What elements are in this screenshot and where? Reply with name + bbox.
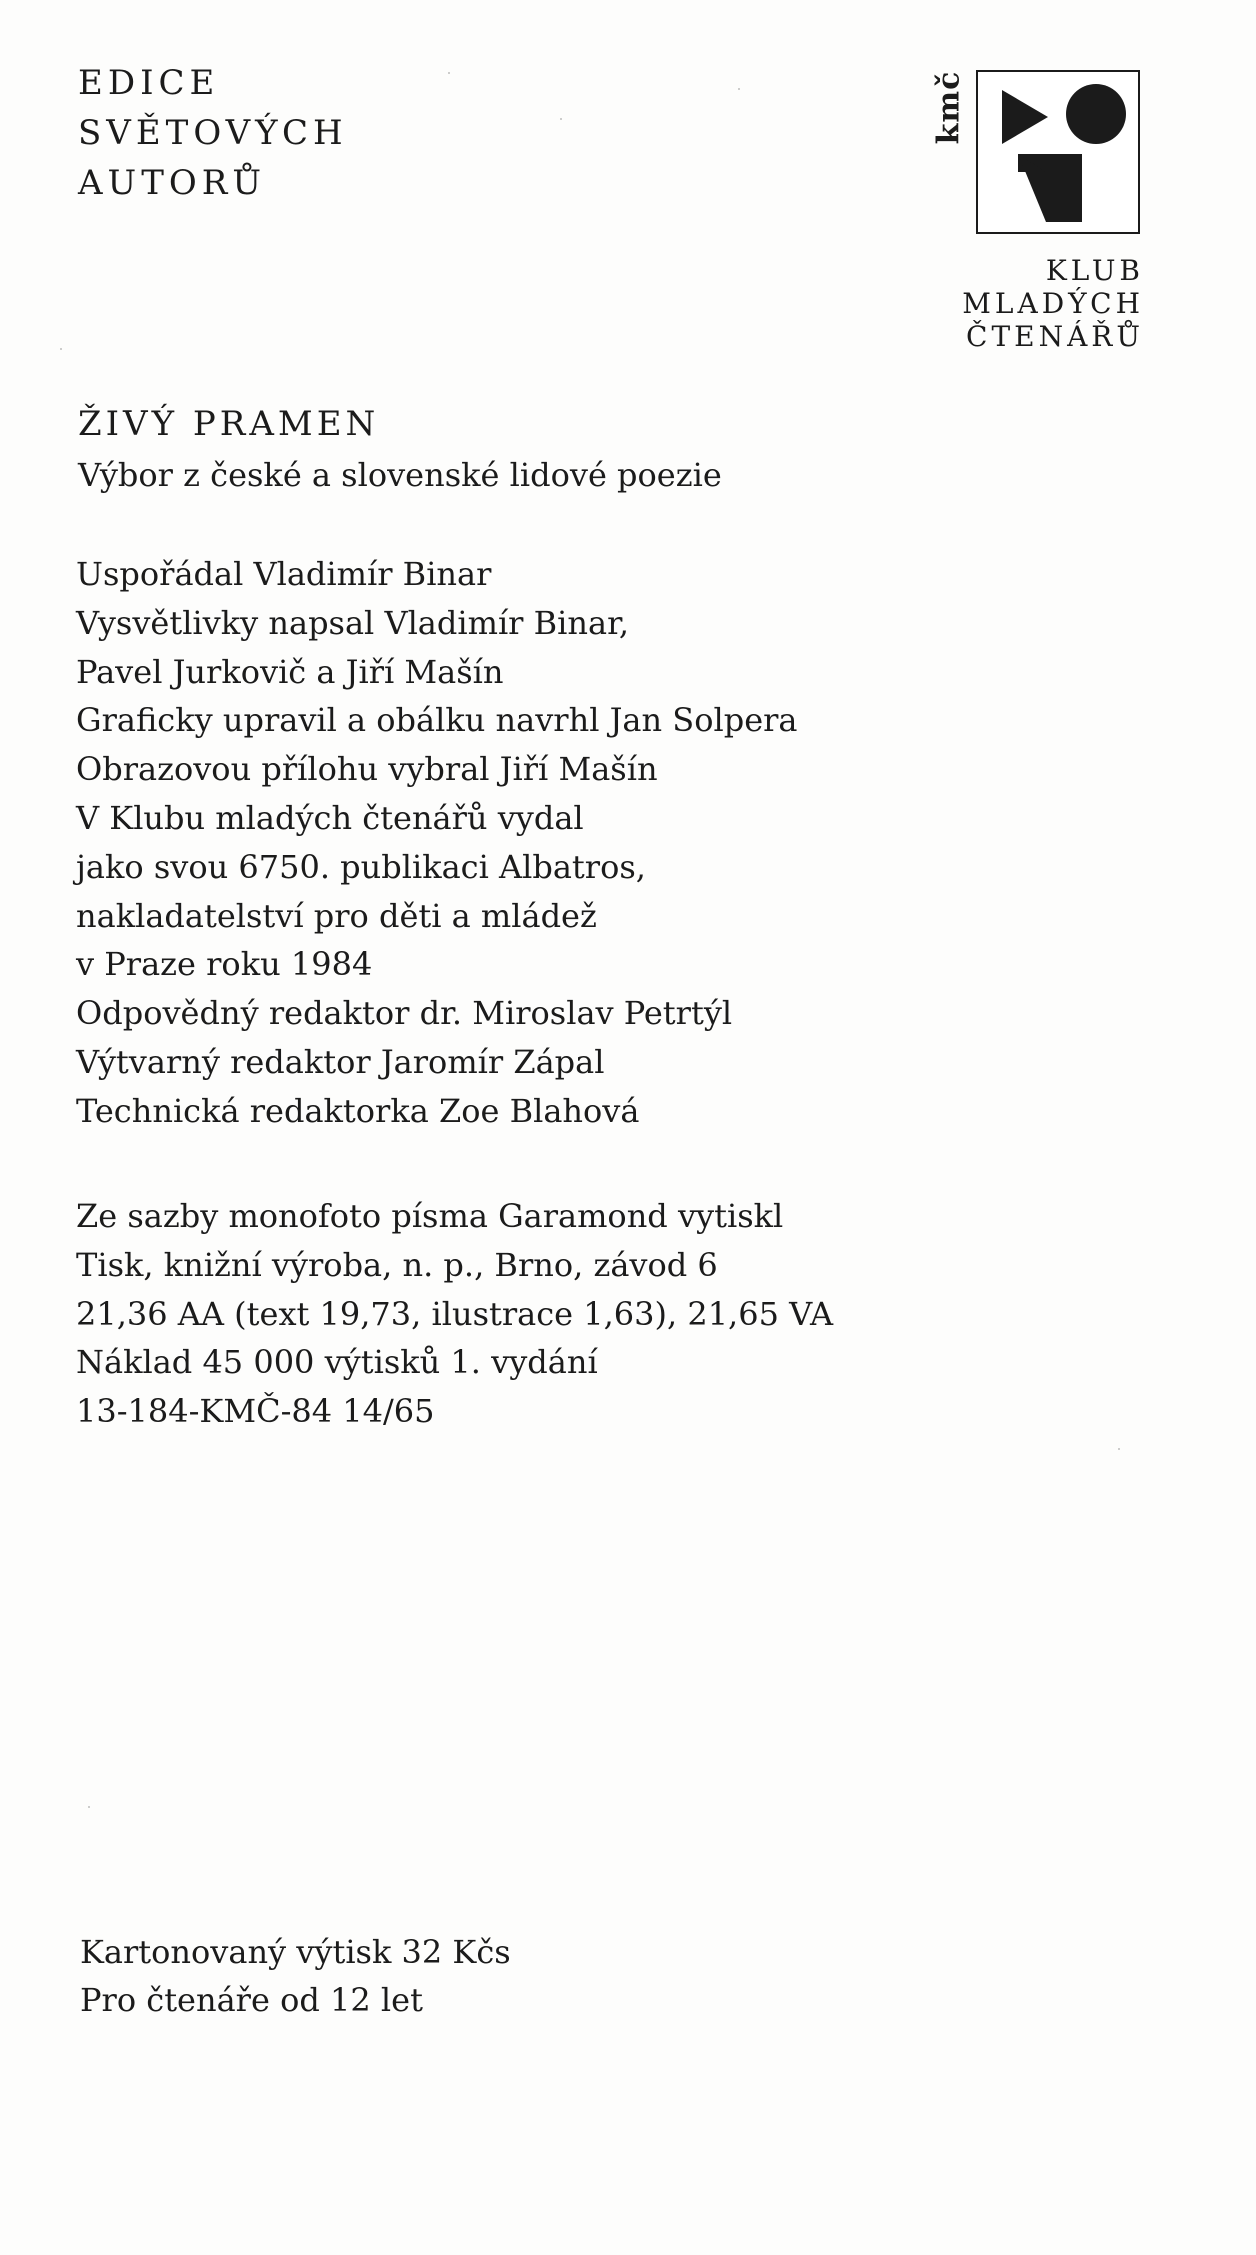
paper-speck <box>88 1806 90 1808</box>
credit-line: Pavel Jurkovič a Jiří Mašín <box>76 652 504 691</box>
age-line: Pro čtenáře od 12 let <box>80 1981 423 2019</box>
club-line: MLADÝCH <box>962 287 1144 320</box>
printing-block <box>76 1192 833 1436</box>
club-line: KLUB <box>1045 254 1144 287</box>
credit-line: v Praze roku 1984 <box>76 945 373 984</box>
credit-line: Uspořádal Vladimír Binar <box>76 555 492 593</box>
paper-speck <box>560 118 562 120</box>
printing-line: Náklad 45 000 výtisků 1. vydání <box>76 1343 598 1382</box>
series-name <box>78 58 348 208</box>
series-line: SVĚTOVÝCH <box>78 113 348 153</box>
printing-line: 21,36 AA (text 19,73, ilustrace 1,63), 21,65 VA <box>76 1294 834 1333</box>
price-line: Kartonovaný výtisk 32 Kčs <box>80 1933 511 1971</box>
credit-line: jako svou 6750. publikaci Albatros, <box>76 847 646 886</box>
paper-speck <box>738 88 740 90</box>
paper-speck <box>448 72 450 74</box>
credit-line: nakladatelství pro děti a mládež <box>76 896 597 935</box>
book-title: ŽIVÝ PRAMEN <box>78 404 380 444</box>
credit-line: Graficky upravil a obálku navrhl Jan Solpera <box>76 701 798 740</box>
kmc-logo-icon <box>976 70 1140 234</box>
price-block <box>80 1928 511 2024</box>
credit-line: Technická redaktorka Zoe Blahová <box>76 1091 640 1130</box>
kmc-logo-graphic <box>978 72 1138 232</box>
club-line: ČTENÁŘŮ <box>966 320 1144 353</box>
credits-block <box>76 550 798 1136</box>
printing-line: Ze sazby monofoto písma Garamond vytiskl <box>76 1197 784 1235</box>
printing-line: 13-184-KMČ-84 14/65 <box>76 1392 435 1431</box>
book-subtitle: Výbor z české a slovenské lidové poezie <box>78 456 722 494</box>
credit-line: Obrazovou přílohu vybral Jiří Mašín <box>76 750 658 789</box>
credit-line: Odpovědný redaktor dr. Miroslav Petrtýl <box>76 994 733 1033</box>
paper-speck <box>60 348 62 350</box>
credit-line: Výtvarný redaktor Jaromír Zápal <box>76 1042 605 1081</box>
club-name <box>962 254 1144 353</box>
credit-line: V Klubu mladých čtenářů vydal <box>76 798 584 837</box>
series-line: EDICE <box>78 63 220 103</box>
paper-speck <box>1118 1448 1120 1450</box>
kmc-vertical-text: kmč <box>931 70 967 145</box>
series-line: AUTORŮ <box>78 163 267 203</box>
credit-line: Vysvětlivky napsal Vladimír Binar, <box>76 603 630 642</box>
printing-line: Tisk, knižní výroba, n. p., Brno, závod 6 <box>76 1245 718 1284</box>
